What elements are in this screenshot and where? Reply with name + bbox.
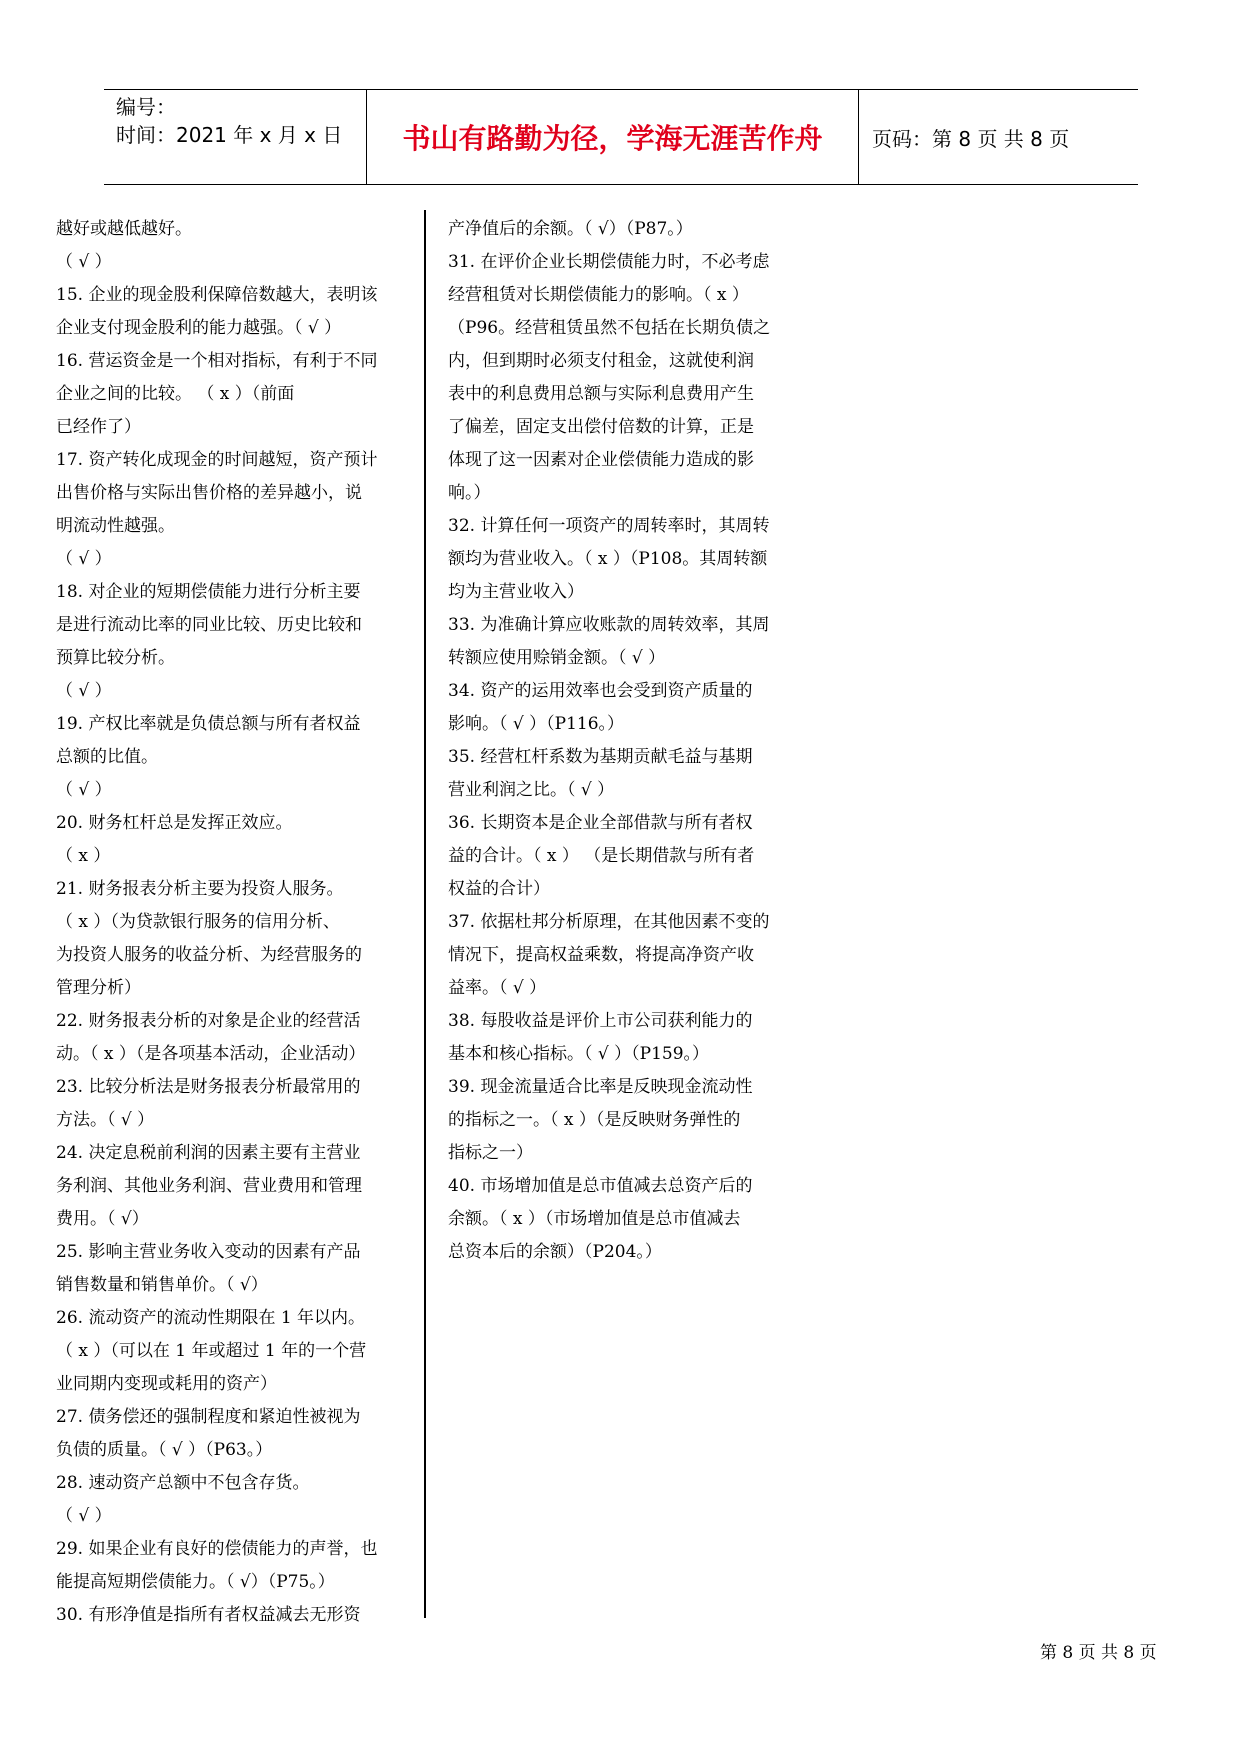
text-line: 26. 流动资产的流动性期限在 1 年以内。 xyxy=(56,1308,366,1328)
text-line: 产净值后的余额。（ √）（P87。） xyxy=(448,219,693,239)
text-line: 基本和核心指标。（ √ ）（P159。） xyxy=(448,1044,710,1064)
text-line: 是进行流动比率的同业比较、历史比较和 xyxy=(56,615,362,635)
text-line: 18. 对企业的短期偿债能力进行分析主要 xyxy=(56,582,361,602)
text-line: 均为主营业收入） xyxy=(448,582,584,602)
text-line: （ x ）（可以在 1 年或超过 1 年的一个营 xyxy=(56,1341,367,1361)
text-line: 27. 债务偿还的强制程度和紧迫性被视为 xyxy=(56,1407,361,1427)
text-line: （ x ） xyxy=(56,846,111,866)
text-line: 权益的合计） xyxy=(448,879,550,899)
text-line: 为投资人服务的收益分析、为经营服务的 xyxy=(56,945,362,965)
text-line: 内，但到期时必须支付租金，这就使利润 xyxy=(448,351,754,371)
text-line: 25. 影响主营业务收入变动的因素有产品 xyxy=(56,1242,361,1262)
text-line: 情况下，提高权益乘数，将提高净资产收 xyxy=(448,945,754,965)
text-line: 23. 比较分析法是财务报表分析最常用的 xyxy=(56,1077,361,1097)
text-line: 管理分析） xyxy=(56,978,141,998)
text-line: （ √ ） xyxy=(56,681,112,701)
page-footer: 第 8 页 共 8 页 xyxy=(1040,1643,1157,1663)
text-line: 16. 营运资金是一个相对指标，有利于不同 xyxy=(56,351,378,371)
text-line: 营业利润之比。（ √ ） xyxy=(448,780,615,800)
header-info-cell xyxy=(104,90,367,184)
text-line: 28. 速动资产总额中不包含存货。 xyxy=(56,1473,310,1493)
text-line: 企业之间的比较。 （ x ）（前面 xyxy=(56,384,295,404)
right-column xyxy=(448,213,808,1269)
motto-text: 书山有路勤为径，学海无涯苦作舟 xyxy=(402,122,823,155)
page-code-label: 页码：第 8 页 共 8 页 xyxy=(872,126,1070,151)
text-line: 的指标之一。（ x ）（是反映财务弹性的 xyxy=(448,1110,741,1130)
text-line: 15. 企业的现金股利保障倍数越大，表明该 xyxy=(56,285,378,305)
text-line: 了偏差，固定支出偿付倍数的计算，正是 xyxy=(448,417,754,437)
header-motto-cell xyxy=(367,90,859,184)
left-column xyxy=(56,213,416,1632)
text-line: 响。） xyxy=(448,483,491,503)
text-line: 24. 决定息税前利润的因素主要有主营业 xyxy=(56,1143,361,1163)
text-line: 37. 依据杜邦分析原理，在其他因素不变的 xyxy=(448,912,770,932)
text-line: 21. 财务报表分析主要为投资人服务。 xyxy=(56,879,344,899)
text-line: 预算比较分析。 xyxy=(56,648,175,668)
text-line: 总额的比值。 xyxy=(56,747,158,767)
text-line: 销售数量和销售单价。（ √） xyxy=(56,1275,268,1295)
text-line: 余额。（ x ）（市场增加值是总市值减去 xyxy=(448,1209,741,1229)
text-line: 表中的利息费用总额与实际利息费用产生 xyxy=(448,384,754,404)
header-page-cell xyxy=(860,90,1138,184)
text-line: 40. 市场增加值是总市值减去总资产后的 xyxy=(448,1176,753,1196)
text-line: 19. 产权比率就是负债总额与所有者权益 xyxy=(56,714,361,734)
text-line: 动。（ x ）（是各项基本活动，企业活动） xyxy=(56,1044,366,1064)
text-line: 转额应使用赊销金额。（ √ ） xyxy=(448,648,666,668)
text-line: 体现了这一因素对企业偿债能力造成的影 xyxy=(448,450,754,470)
text-line: 33. 为准确计算应收账款的周转效率，其周 xyxy=(448,615,770,635)
text-line: （ x ）（为贷款银行服务的信用分析、 xyxy=(56,912,340,932)
text-line: 35. 经营杠杆系数为基期贡献毛益与基期 xyxy=(448,747,753,767)
text-line: 企业支付现金股利的能力越强。（ √ ） xyxy=(56,318,342,338)
text-line: 负债的质量。（ √ ）（P63。） xyxy=(56,1440,273,1460)
text-line: 明流动性越强。 xyxy=(56,516,175,536)
text-line: 能提高短期偿债能力。（ √）（P75。） xyxy=(56,1572,335,1592)
text-line: 34. 资产的运用效率也会受到资产质量的 xyxy=(448,681,753,701)
text-line: （ √ ） xyxy=(56,1506,112,1526)
text-line: 36. 长期资本是企业全部借款与所有者权 xyxy=(448,813,753,833)
text-line: 29. 如果企业有良好的偿债能力的声誉，也 xyxy=(56,1539,378,1559)
page-header xyxy=(104,89,1138,185)
text-line: 业同期内变现或耗用的资产） xyxy=(56,1374,277,1394)
text-line: 经营租赁对长期偿债能力的影响。（ x ） xyxy=(448,285,749,305)
text-line: 39. 现金流量适合比率是反映现金流动性 xyxy=(448,1077,753,1097)
text-line: 30. 有形净值是指所有者权益减去无形资 xyxy=(56,1605,361,1625)
text-line: 17. 资产转化成现金的时间越短，资产预计 xyxy=(56,450,378,470)
text-line: 总资本后的余额）（P204。） xyxy=(448,1242,662,1262)
text-line: 31. 在评价企业长期偿债能力时，不必考虑 xyxy=(448,252,770,272)
text-line: 影响。（ √ ）（P116。） xyxy=(448,714,625,734)
text-line: 32. 计算任何一项资产的周转率时，其周转 xyxy=(448,516,770,536)
column-divider xyxy=(424,210,426,1618)
text-line: （ √ ） xyxy=(56,549,112,569)
document-time-label: 时间：2021 年 x 月 x 日 xyxy=(116,123,343,147)
text-line: 方法。（ √ ） xyxy=(56,1110,155,1130)
text-line: （P96。经营租赁虽然不包括在长期负债之 xyxy=(448,318,771,338)
text-line: 额均为营业收入。（ x ）（P108。其周转额 xyxy=(448,549,768,569)
text-line: 20. 财务杠杆总是发挥正效应。 xyxy=(56,813,293,833)
text-line: 已经作了） xyxy=(56,417,141,437)
text-line: 益的合计。（ x ） （是长期借款与所有者 xyxy=(448,846,755,866)
text-line: 越好或越低越好。 xyxy=(56,219,192,239)
text-line: 指标之一） xyxy=(448,1143,533,1163)
document-number-label: 编号： xyxy=(116,95,176,119)
text-line: 费用。（ √） xyxy=(56,1209,149,1229)
text-line: 38. 每股收益是评价上市公司获利能力的 xyxy=(448,1011,753,1031)
text-line: 出售价格与实际出售价格的差异越小，说 xyxy=(56,483,362,503)
text-line: 22. 财务报表分析的对象是企业的经营活 xyxy=(56,1011,361,1031)
text-line: 务利润、其他业务利润、营业费用和管理 xyxy=(56,1176,362,1196)
text-line: （ √ ） xyxy=(56,252,112,272)
text-line: （ √ ） xyxy=(56,780,112,800)
text-line: 益率。（ √ ） xyxy=(448,978,547,998)
